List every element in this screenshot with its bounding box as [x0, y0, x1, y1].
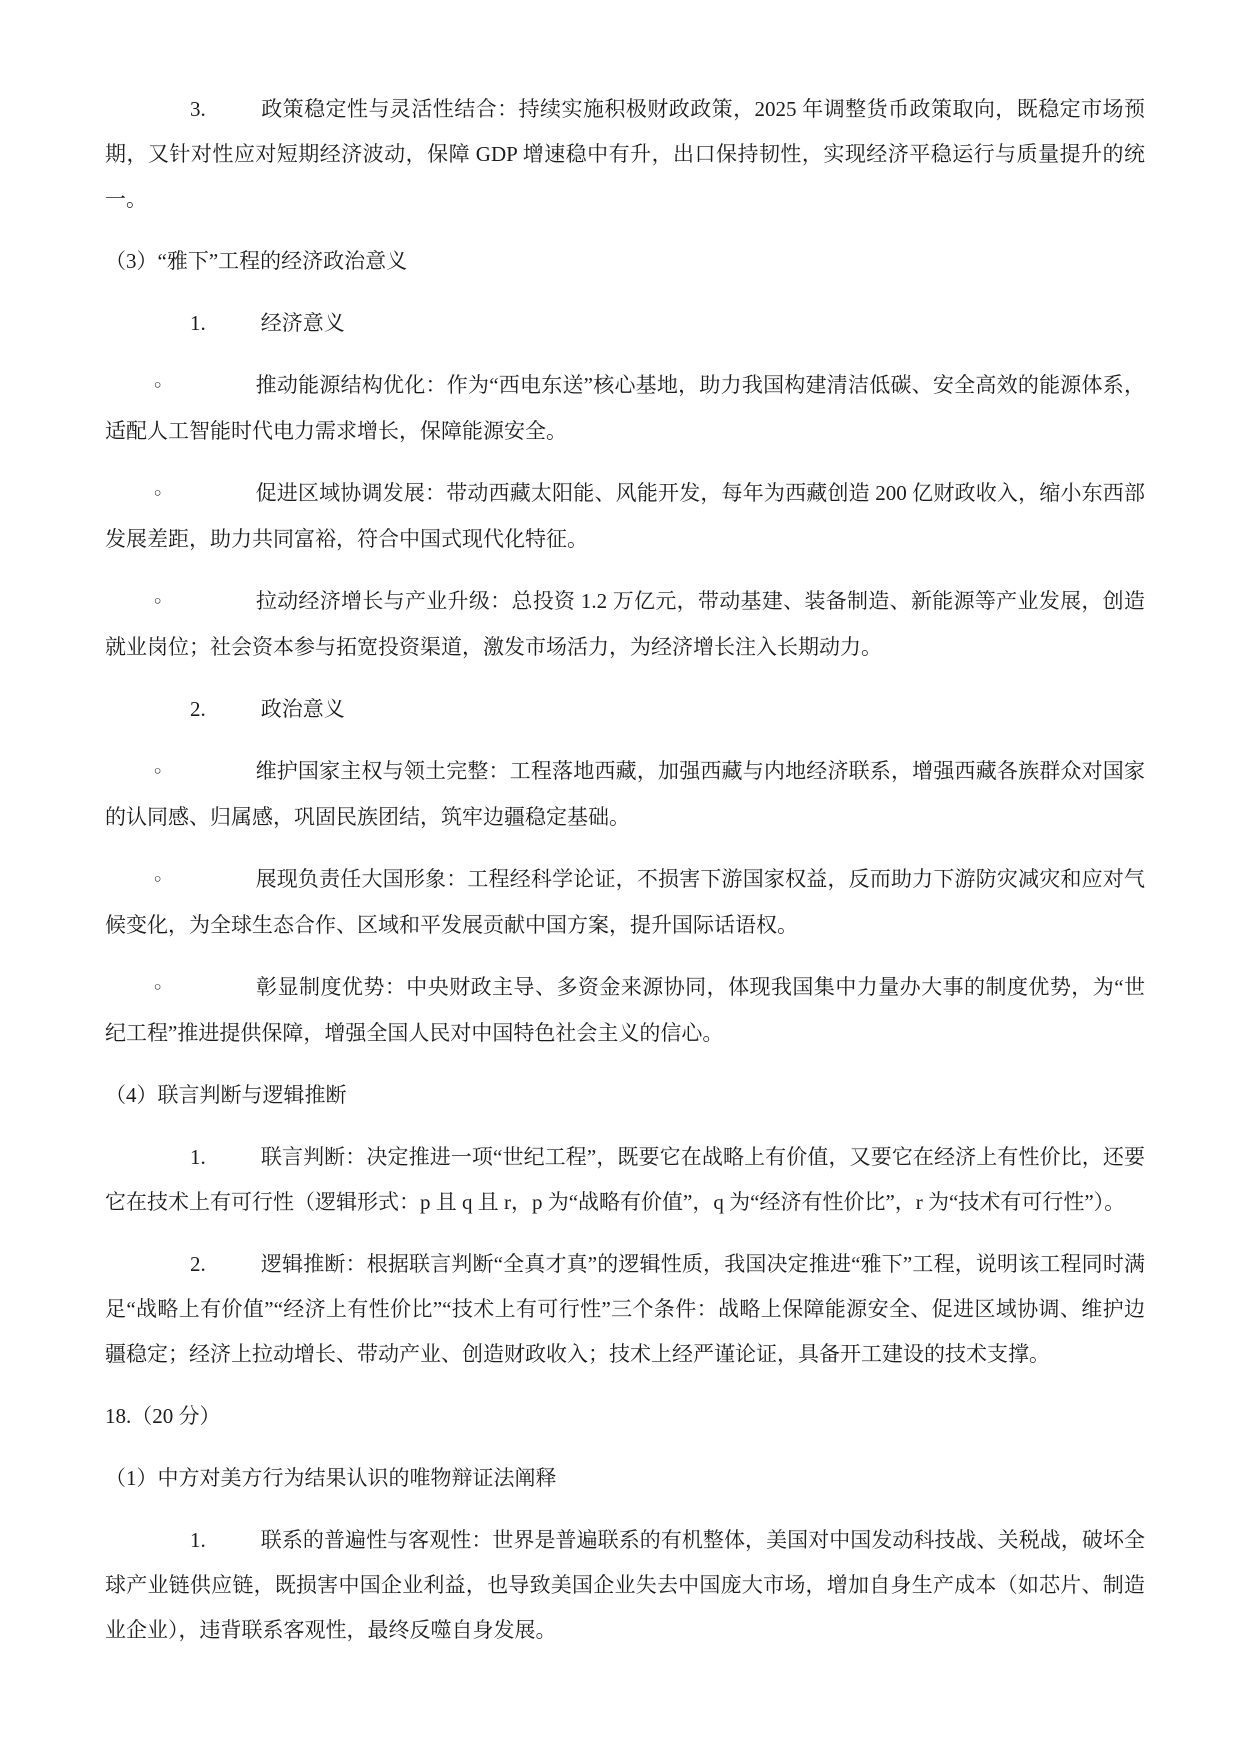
- paragraph-text: 政治意义: [260, 697, 345, 721]
- list-marker: 3.: [190, 97, 206, 121]
- list-marker: 2.: [190, 697, 206, 721]
- paragraph: [105, 1073, 1145, 1118]
- paragraph-text: 18.（20 分）: [105, 1404, 221, 1428]
- paragraph-text: 维护国家主权与领土完整：工程落地西藏，加强西藏与内地经济联系，增强西藏各族群众对国家的认同感、归属感，巩固民族团结，筑牢边疆稳定基础。: [105, 759, 1145, 829]
- document-body: [105, 87, 1145, 1653]
- paragraph: [105, 857, 1145, 948]
- paragraph: [105, 687, 1145, 732]
- paragraph-text: 展现负责任大国形象：工程经科学论证，不损害下游国家权益，反而助力下游防灾减灾和应对气候变化，为全球生态合作、区域和平发展贡献中国方案，提升国际话语权。: [105, 867, 1145, 937]
- paragraph: [105, 1518, 1145, 1653]
- paragraph-text: 政策稳定性与灵活性结合：持续实施积极财政政策，2025 年调整货币政策取向，既稳定市场预期，又针对性应对短期经济波动，保障 GDP 增速稳中有升，出口保持韧性，实现经济平稳运行与质量提升的统一。: [105, 97, 1145, 211]
- circle-bullet-icon: ◦: [152, 591, 164, 613]
- paragraph-text: （4）联言判断与逻辑推断: [105, 1083, 347, 1107]
- paragraph-text: 经济意义: [260, 311, 345, 335]
- paragraph-text: （3）“雅下”工程的经济政治意义: [105, 249, 408, 273]
- paragraph: [105, 363, 1145, 454]
- paragraph-text: 促进区域协调发展：带动西藏太阳能、风能开发，每年为西藏创造 200 亿财政收入，缩小东西部发展差距，助力共同富裕，符合中国式现代化特征。: [105, 481, 1145, 551]
- paragraph: [105, 87, 1145, 222]
- paragraph: [105, 239, 1145, 284]
- paragraph-text: 逻辑推断：根据联言判断“全真才真”的逻辑性质，我国决定推进“雅下”工程，说明该工程同时满足“战略上有价值”“经济上有性价比”“技术上有可行性”三个条件：战略上保障能源安全、促进区域协调、维护边疆稳定；经济上拉动增长、带动产业、创造财政收入；技术上经严谨论证，具备开工建设的技术支撑。: [105, 1252, 1145, 1366]
- paragraph: [105, 1242, 1145, 1377]
- paragraph-text: 拉动经济增长与产业升级：总投资 1.2 万亿元，带动基建、装备制造、新能源等产业发展，创造就业岗位；社会资本参与拓宽投资渠道，激发市场活力，为经济增长注入长期动力。: [105, 589, 1145, 659]
- circle-bullet-icon: ◦: [152, 483, 164, 505]
- paragraph: [105, 579, 1145, 670]
- paragraph-text: 联系的普遍性与客观性：世界是普遍联系的有机整体，美国对中国发动科技战、关税战，破坏全球产业链供应链，既损害中国企业利益，也导致美国企业失去中国庞大市场，增加自身生产成本（如芯片、制造业企业），违背联系客观性，最终反噬自身发展。: [105, 1528, 1145, 1642]
- paragraph: [105, 1135, 1145, 1225]
- paragraph-text: （1）中方对美方行为结果认识的唯物辩证法阐释: [105, 1466, 557, 1490]
- circle-bullet-icon: ◦: [152, 869, 164, 891]
- paragraph: [105, 965, 1145, 1056]
- paragraph-text: 彰显制度优势：中央财政主导、多资金来源协同，体现我国集中力量办大事的制度优势，为“世纪工程”推进提供保障，增强全国人民对中国特色社会主义的信心。: [105, 975, 1145, 1045]
- circle-bullet-icon: ◦: [152, 977, 164, 999]
- paragraph: [105, 749, 1145, 840]
- paragraph: [105, 301, 1145, 346]
- circle-bullet-icon: ◦: [152, 375, 164, 397]
- paragraph: [105, 471, 1145, 562]
- list-marker: 1.: [190, 1528, 206, 1552]
- list-marker: 2.: [190, 1252, 206, 1276]
- list-marker: 1.: [190, 1145, 206, 1169]
- paragraph: [105, 1456, 1145, 1501]
- list-marker: 1.: [190, 311, 206, 335]
- paragraph-text: 联言判断：决定推进一项“世纪工程”，既要它在战略上有价值，又要它在经济上有性价比，还要它在技术上有可行性（逻辑形式：p 且 q 且 r，p 为“战略有价值”，q 为“经济有性价比”，r 为“技术有可行性”）。: [105, 1145, 1145, 1214]
- circle-bullet-icon: ◦: [152, 761, 164, 783]
- paragraph: [105, 1394, 1145, 1439]
- paragraph-text: 推动能源结构优化：作为“西电东送”核心基地，助力我国构建清洁低碳、安全高效的能源体系，适配人工智能时代电力需求增长，保障能源安全。: [105, 373, 1145, 443]
